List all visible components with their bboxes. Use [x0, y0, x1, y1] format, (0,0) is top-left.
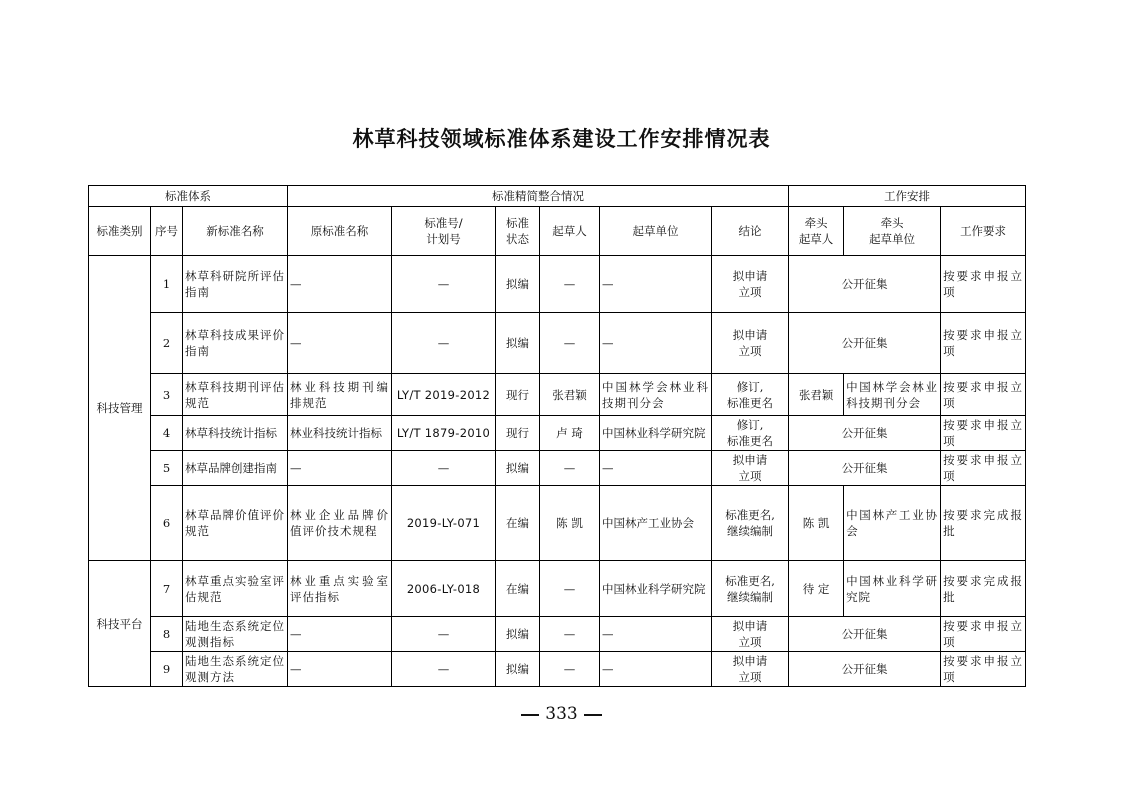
orig-name-cell: —: [288, 617, 392, 652]
col-header-req: 工作要求: [941, 207, 1026, 256]
table-row: [89, 561, 1026, 617]
seq-cell: 4: [151, 416, 183, 451]
unit-cell: 中国林产工业协会: [600, 486, 712, 561]
lead-unit-cell: 中国林学会林业科技期刊分会: [844, 374, 941, 416]
table-row: [89, 374, 1026, 416]
drafter-cell: —: [540, 561, 600, 617]
table-row: [89, 451, 1026, 486]
drafter-cell: 卢 琦: [540, 416, 600, 451]
lead-cell: 公开征集: [789, 451, 941, 486]
orig-name-cell: —: [288, 256, 392, 313]
page-number: [0, 704, 1123, 724]
req-cell: 按要求申报立项: [941, 313, 1026, 374]
req-cell: 按要求申报立项: [941, 652, 1026, 687]
col-header-category: 标准类别: [89, 207, 151, 256]
drafter-cell: —: [540, 256, 600, 313]
seq-cell: 3: [151, 374, 183, 416]
lead-cell: 公开征集: [789, 652, 941, 687]
table-row: [89, 313, 1026, 374]
orig-name-cell: —: [288, 451, 392, 486]
orig-name-cell: 林业重点实验室评估指标: [288, 561, 392, 617]
lead-cell: 待 定: [789, 561, 844, 617]
col-header-std-no-line1: 标准号/: [424, 216, 463, 230]
req-cell: 按要求申报立项: [941, 374, 1026, 416]
unit-cell: —: [600, 313, 712, 374]
lead-cell: 陈 凯: [789, 486, 844, 561]
req-cell: 按要求完成报批: [941, 486, 1026, 561]
category-cell-tech-mgmt: 科技管理: [89, 256, 151, 561]
new-name-cell: 陆地生态系统定位观测指标: [183, 617, 288, 652]
conclusion-cell: 拟申请 立项: [712, 652, 789, 687]
req-cell: 按要求申报立项: [941, 617, 1026, 652]
new-name-cell: 陆地生态系统定位观测方法: [183, 652, 288, 687]
unit-cell: —: [600, 451, 712, 486]
req-cell: 按要求完成报批: [941, 561, 1026, 617]
unit-cell: —: [600, 652, 712, 687]
col-header-drafter: 起草人: [540, 207, 600, 256]
seq-cell: 1: [151, 256, 183, 313]
conclusion-cell: 修订, 标准更名: [712, 374, 789, 416]
category-cell-tech-platform: 科技平台: [89, 561, 151, 687]
col-header-lead-unit: [844, 207, 941, 256]
unit-cell: —: [600, 256, 712, 313]
col-header-std-no: [392, 207, 496, 256]
col-header-lead-unit-line1: 牵头: [880, 216, 904, 230]
group-header-consolidation: 标准精简整合情况: [288, 186, 789, 207]
std-no-cell: —: [392, 256, 496, 313]
new-name-cell: 林草科技统计指标: [183, 416, 288, 451]
lead-unit-cell: 中国林业科学研究院: [844, 561, 941, 617]
req-cell: 按要求申报立项: [941, 256, 1026, 313]
drafter-cell: 张君颖: [540, 374, 600, 416]
std-no-cell: 2006-LY-018: [392, 561, 496, 617]
status-cell: 拟编: [496, 451, 540, 486]
lead-cell: 公开征集: [789, 256, 941, 313]
page-title: 林草科技领域标准体系建设工作安排情况表: [352, 127, 771, 151]
std-no-cell: —: [392, 652, 496, 687]
conclusion-cell: 拟申请 立项: [712, 451, 789, 486]
new-name-cell: 林草品牌创建指南: [183, 451, 288, 486]
conclusion-cell: 标准更名, 继续编制: [712, 561, 789, 617]
col-header-conclusion: 结论: [712, 207, 789, 256]
col-header-status-line1: 标准: [506, 216, 529, 230]
col-header-status-line2: 状态: [506, 232, 529, 246]
conclusion-cell: 修订, 标准更名: [712, 416, 789, 451]
new-name-cell: 林草重点实验室评估规范: [183, 561, 288, 617]
drafter-cell: —: [540, 451, 600, 486]
col-header-unit: 起草单位: [600, 207, 712, 256]
unit-cell: 中国林业科学研究院: [600, 416, 712, 451]
orig-name-cell: 林业企业品牌价值评价技术规程: [288, 486, 392, 561]
orig-name-cell: 林业科技统计指标: [288, 416, 392, 451]
table-row: [89, 256, 1026, 313]
new-name-cell: 林草科技成果评价指南: [183, 313, 288, 374]
status-cell: 现行: [496, 374, 540, 416]
col-header-lead: [789, 207, 844, 256]
unit-cell: 中国林学会林业科技期刊分会: [600, 374, 712, 416]
col-header-orig-name: 原标准名称: [288, 207, 392, 256]
req-cell: 按要求申报立项: [941, 416, 1026, 451]
lead-cell: 公开征集: [789, 313, 941, 374]
std-no-cell: LY/T 1879-2010: [392, 416, 496, 451]
seq-cell: 7: [151, 561, 183, 617]
col-header-lead-line1: 牵头: [804, 216, 828, 230]
page-number-dash-left: [521, 714, 539, 716]
status-cell: 现行: [496, 416, 540, 451]
new-name-cell: 林草科技期刊评估规范: [183, 374, 288, 416]
conclusion-cell: 拟申请 立项: [712, 256, 789, 313]
group-header-row: [89, 186, 1026, 207]
conclusion-cell: 标准更名, 继续编制: [712, 486, 789, 561]
col-header-std-no-line2: 计划号: [426, 232, 461, 246]
new-name-cell: 林草品牌价值评价规范: [183, 486, 288, 561]
drafter-cell: —: [540, 652, 600, 687]
seq-cell: 9: [151, 652, 183, 687]
seq-cell: 2: [151, 313, 183, 374]
column-header-row: [89, 207, 1026, 256]
conclusion-cell: 拟申请 立项: [712, 617, 789, 652]
orig-name-cell: —: [288, 313, 392, 374]
lead-unit-cell: 中国林产工业协会: [844, 486, 941, 561]
req-cell: 按要求申报立项: [941, 451, 1026, 486]
orig-name-cell: —: [288, 652, 392, 687]
drafter-cell: —: [540, 313, 600, 374]
std-no-cell: —: [392, 313, 496, 374]
lead-cell: 公开征集: [789, 416, 941, 451]
seq-cell: 6: [151, 486, 183, 561]
std-no-cell: 2019-LY-071: [392, 486, 496, 561]
group-header-work: 工作安排: [789, 186, 1026, 207]
col-header-new-name: 新标准名称: [183, 207, 288, 256]
seq-cell: 5: [151, 451, 183, 486]
seq-cell: 8: [151, 617, 183, 652]
status-cell: 拟编: [496, 617, 540, 652]
col-header-status: [496, 207, 540, 256]
unit-cell: —: [600, 617, 712, 652]
col-header-lead-unit-line2: 起草单位: [869, 232, 916, 246]
std-no-cell: —: [392, 617, 496, 652]
table-row: [89, 416, 1026, 451]
std-no-cell: LY/T 2019-2012: [392, 374, 496, 416]
table-row: [89, 617, 1026, 652]
page-number-dash-right: [584, 714, 602, 716]
col-header-lead-line2: 起草人: [798, 232, 834, 246]
unit-cell: 中国林业科学研究院: [600, 561, 712, 617]
col-header-seq: 序号: [151, 207, 183, 256]
status-cell: 拟编: [496, 256, 540, 313]
orig-name-cell: 林业科技期刊编排规范: [288, 374, 392, 416]
drafter-cell: —: [540, 617, 600, 652]
page-number-text: 333: [545, 704, 578, 724]
table-row: [89, 486, 1026, 561]
status-cell: 在编: [496, 486, 540, 561]
status-cell: 拟编: [496, 652, 540, 687]
status-cell: 拟编: [496, 313, 540, 374]
new-name-cell: 林草科研院所评估指南: [183, 256, 288, 313]
lead-cell: 张君颖: [789, 374, 844, 416]
status-cell: 在编: [496, 561, 540, 617]
table-row: [89, 652, 1026, 687]
standards-table: [88, 185, 1026, 687]
drafter-cell: 陈 凯: [540, 486, 600, 561]
std-no-cell: —: [392, 451, 496, 486]
lead-cell: 公开征集: [789, 617, 941, 652]
conclusion-cell: 拟申请 立项: [712, 313, 789, 374]
group-header-system: 标准体系: [89, 186, 288, 207]
